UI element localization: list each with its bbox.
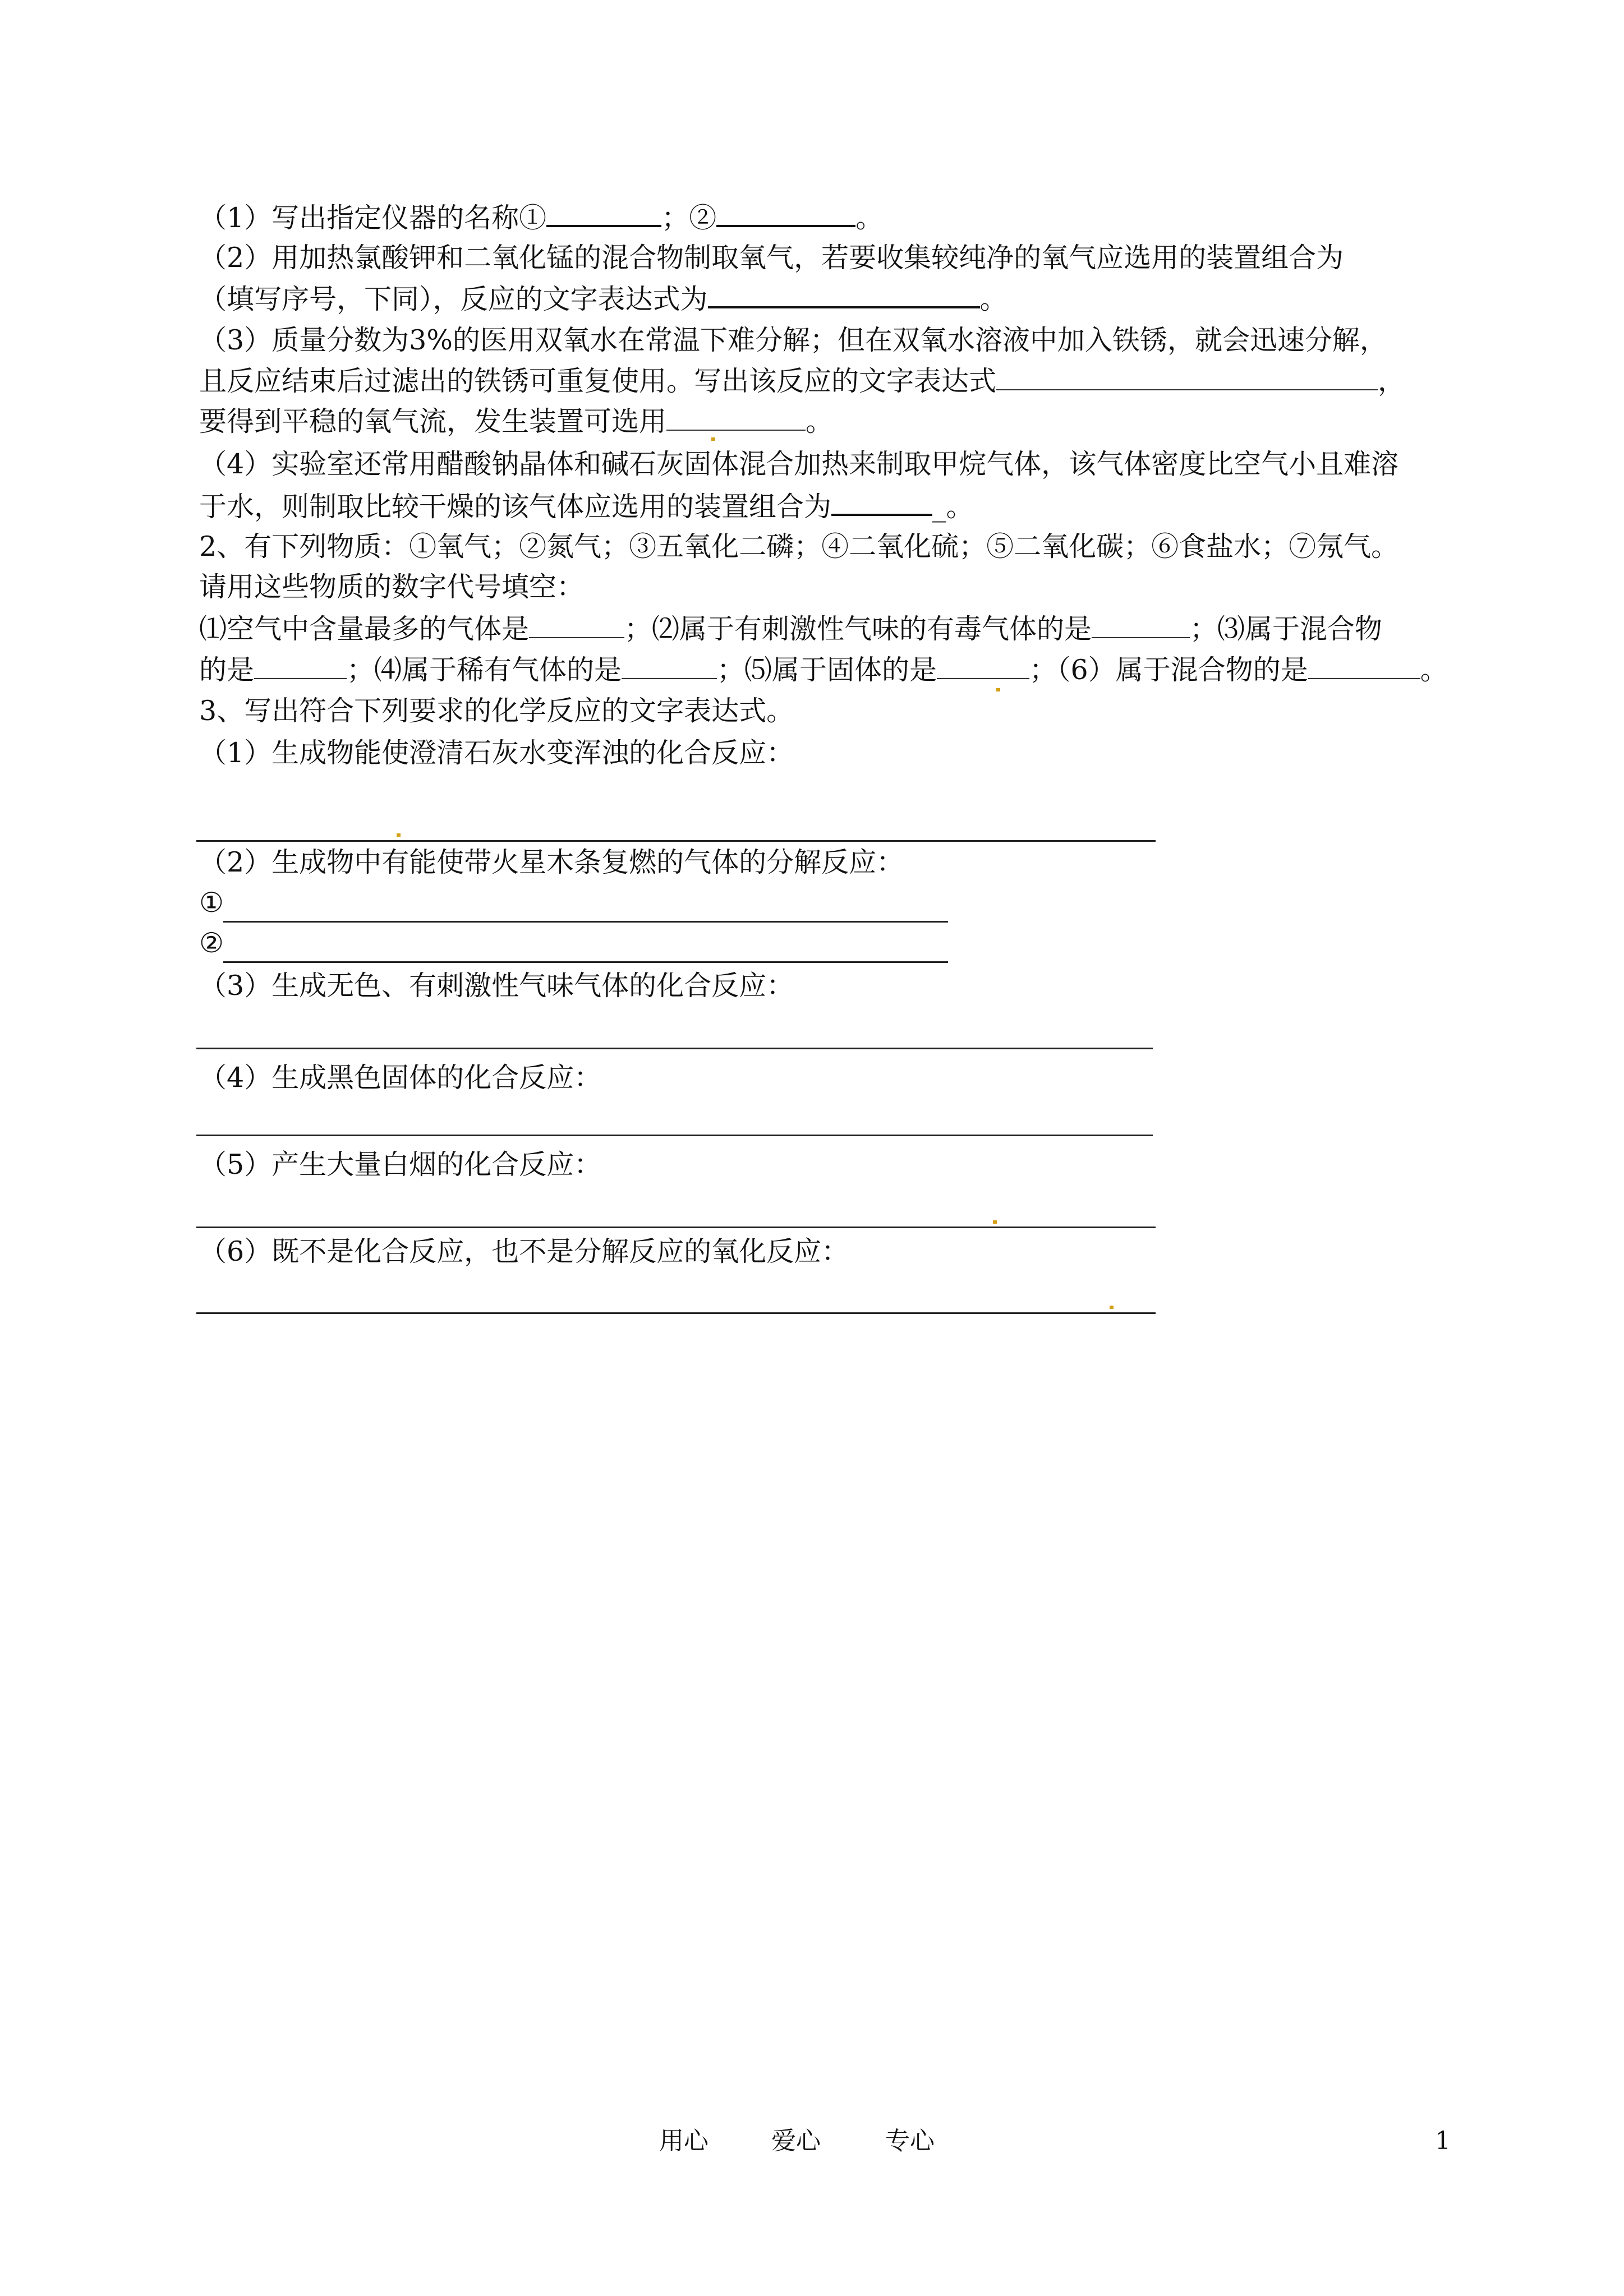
q2-line3: ⑴空气中含量最多的气体是 ；⑵属于有刺激性气味的有毒气体的是 ；⑶属于混合物 <box>199 613 1383 645</box>
answer-blank-generator[interactable] <box>666 405 806 431</box>
q1-part1: （1）写出指定仪器的名称① ；② 。 <box>199 200 883 234</box>
answer-line-q3-2b[interactable] <box>223 961 948 963</box>
q1-part3-line3: 要得到平稳的氧气流，发生装置可选用 。 <box>199 405 834 437</box>
q1-part2-line1: （2）用加热氯酸钾和二氧化锰的混合物制取氧气，若要收集较纯净的氧气应选用的装置组合为 <box>199 242 1344 274</box>
speck-mark <box>711 437 715 441</box>
answer-blank-q2-2[interactable] <box>1092 612 1190 638</box>
q3-item4: （4）生成黑色固体的化合反应： <box>199 1062 602 1094</box>
q3-item5: （5）产生大量白烟的化合反应： <box>199 1149 602 1181</box>
answer-line-q3-4[interactable] <box>196 1135 1153 1136</box>
footer-motto-3: 专心 <box>885 2127 935 2155</box>
q3-item1: （1）生成物能使澄清石灰水变浑浊的化合反应： <box>199 737 794 769</box>
q3-title: 3、写出符合下列要求的化学反应的文字表达式。 <box>199 695 794 727</box>
q3-item2: （2）生成物中有能使带火星木条复燃的气体的分解反应： <box>199 846 904 878</box>
q3-item3: （3）生成无色、有刺激性气味气体的化合反应： <box>199 970 794 1002</box>
answer-blank-q2-3[interactable] <box>254 653 347 679</box>
answer-blank-equation-h2o2[interactable] <box>996 365 1378 390</box>
speck-mark <box>993 1220 997 1224</box>
answer-blank-1[interactable] <box>546 200 661 227</box>
q1-part4-line2: 于水，则制取比较干燥的该气体应选用的装置组合为 _。 <box>199 489 974 523</box>
q3-item2-b-label: ② <box>199 927 224 959</box>
answer-line-q3-3[interactable] <box>196 1048 1153 1049</box>
q3-item6: （6）既不是化合反应，也不是分解反应的氧化反应： <box>199 1235 849 1267</box>
answer-blank-equation-kclo3[interactable] <box>708 282 980 308</box>
q1-part3-line1: （3）质量分数为3%的医用双氧水在常温下难分解；但在双氧水溶液中加入铁锈，就会迅速分解， <box>199 324 1387 356</box>
speck-mark <box>397 833 401 837</box>
page-number: 1 <box>1435 2127 1451 2155</box>
footer-motto-2: 爱心 <box>771 2127 821 2155</box>
footer-motto-1: 用心 <box>659 2127 709 2155</box>
answer-blank-methane[interactable] <box>831 489 932 516</box>
answer-blank-q2-6[interactable] <box>1308 653 1420 679</box>
q1-part4-line1: （4）实验室还常用醋酸钠晶体和碱石灰固体混合加热来制取甲烷气体，该气体密度比空气小且难溶 <box>199 448 1399 480</box>
q3-item2-a-label: ① <box>199 887 224 919</box>
speck-mark <box>996 688 1000 691</box>
answer-blank-q2-1[interactable] <box>529 612 624 638</box>
answer-line-q3-6[interactable] <box>196 1312 1156 1314</box>
q2-line2: 请用这些物质的数字代号填空： <box>199 571 585 603</box>
q1-part3-line2: 且反应结束后过滤出的铁锈可重复使用。写出该反应的文字表达式 ， <box>199 365 1406 397</box>
answer-blank-2[interactable] <box>716 200 855 227</box>
q2-line1: 2、有下列物质：①氧气；②氮气；③五氧化二磷；④二氧化硫；⑤二氧化碳；⑥食盐水；⑦氖气。 <box>199 531 1399 563</box>
q1-part2-line2: （填写序号，下同），反应的文字表达式为 。 <box>199 282 1007 315</box>
answer-blank-q2-4[interactable] <box>622 653 717 679</box>
speck-mark <box>1110 1306 1114 1309</box>
answer-line-q3-2a[interactable] <box>223 921 948 923</box>
answer-line-q3-1[interactable] <box>196 840 1156 842</box>
answer-blank-q2-5[interactable] <box>937 653 1029 679</box>
answer-line-q3-5[interactable] <box>196 1227 1156 1228</box>
q2-line4: 的是 ；⑷属于稀有气体的是 ；⑸属于固体的是 ；（6）属于混合物的是 。 <box>199 654 1448 686</box>
